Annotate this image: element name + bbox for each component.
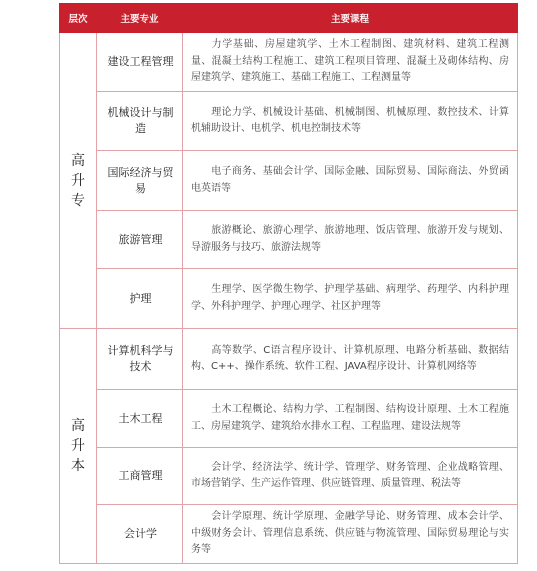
major-cell: 旅游管理 bbox=[97, 211, 183, 269]
courses-cell bbox=[183, 92, 518, 151]
table-header-row bbox=[60, 4, 518, 33]
major-cell: 计算机科学与技术 bbox=[97, 329, 183, 390]
curriculum-table bbox=[59, 3, 518, 564]
major-cell: 土木工程 bbox=[97, 390, 183, 448]
courses-text: 旅游概论、旅游心理学、旅游地理、饭店管理、旅游开发与规划、导游服务与技巧、旅游法规等 bbox=[191, 225, 509, 253]
level-label: 高升专 bbox=[71, 152, 85, 209]
level-label: 高升本 bbox=[71, 418, 85, 474]
major-cell: 国际经济与贸易 bbox=[97, 151, 183, 211]
courses-text: 会计学原理、统计学原理、金融学导论、财务管理、成本会计学、中级财务会计、管理信息系统、供应链与物流管理、国际贸易理论与实务等 bbox=[191, 511, 509, 556]
major-cell: 建设工程管理 bbox=[97, 33, 183, 92]
table-row bbox=[60, 390, 518, 448]
courses-cell bbox=[183, 329, 518, 390]
table-row bbox=[60, 505, 518, 564]
courses-cell bbox=[183, 211, 518, 269]
table-row bbox=[60, 33, 518, 92]
table-row bbox=[60, 329, 518, 390]
courses-text: 会计学、经济法学、统计学、管理学、财务管理、企业战略管理、市场营销学、生产运作管理、供应链管理、质量管理、税法等 bbox=[191, 461, 509, 489]
major-cell: 会计学 bbox=[97, 505, 183, 564]
major-cell: 机械设计与制造 bbox=[97, 92, 183, 151]
header-level: 层次 bbox=[60, 4, 97, 33]
courses-cell bbox=[183, 390, 518, 448]
table-row bbox=[60, 448, 518, 505]
courses-text: 电子商务、基础会计学、国际金融、国际贸易、国际商法、外贸函电英语等 bbox=[191, 166, 509, 194]
courses-text: 理论力学、机械设计基础、机械制图、机械原理、数控技术、计算机辅助设计、电机学、机电控制技术等 bbox=[191, 106, 509, 134]
level-cell-ben bbox=[60, 329, 97, 564]
courses-text: 高等数学、C语言程序设计、计算机原理、电路分析基础、数据结构、C++、操作系统、软件工程、JAVA程序设计、计算机网络等 bbox=[191, 344, 509, 372]
table-row bbox=[60, 151, 518, 211]
courses-text: 力学基础、房屋建筑学、土木工程制图、建筑材料、建筑工程测量、混凝土结构工程施工、建筑工程项目管理、混凝土及砌体结构、房屋建筑学、建筑施工、基础工程施工、工程测量等 bbox=[191, 39, 509, 84]
table-row bbox=[60, 269, 518, 329]
major-cell: 工商管理 bbox=[97, 448, 183, 505]
courses-cell bbox=[183, 269, 518, 329]
level-cell-zhuan bbox=[60, 33, 97, 329]
courses-cell bbox=[183, 33, 518, 92]
courses-cell bbox=[183, 505, 518, 564]
major-cell: 护理 bbox=[97, 269, 183, 329]
table-row bbox=[60, 92, 518, 151]
courses-cell bbox=[183, 448, 518, 505]
header-major: 主要专业 bbox=[97, 4, 183, 33]
header-courses: 主要课程 bbox=[183, 4, 518, 33]
curriculum-table-container bbox=[59, 3, 517, 564]
courses-text: 土木工程概论、结构力学、工程制图、结构设计原理、土木工程施工、房屋建筑学、建筑给水排水工程、工程监理、建设法规等 bbox=[191, 404, 509, 432]
table-row bbox=[60, 211, 518, 269]
courses-cell bbox=[183, 151, 518, 211]
courses-text: 生理学、医学微生物学、护理学基础、病理学、药理学、内科护理学、外科护理学、护理心理学、社区护理等 bbox=[191, 284, 509, 312]
